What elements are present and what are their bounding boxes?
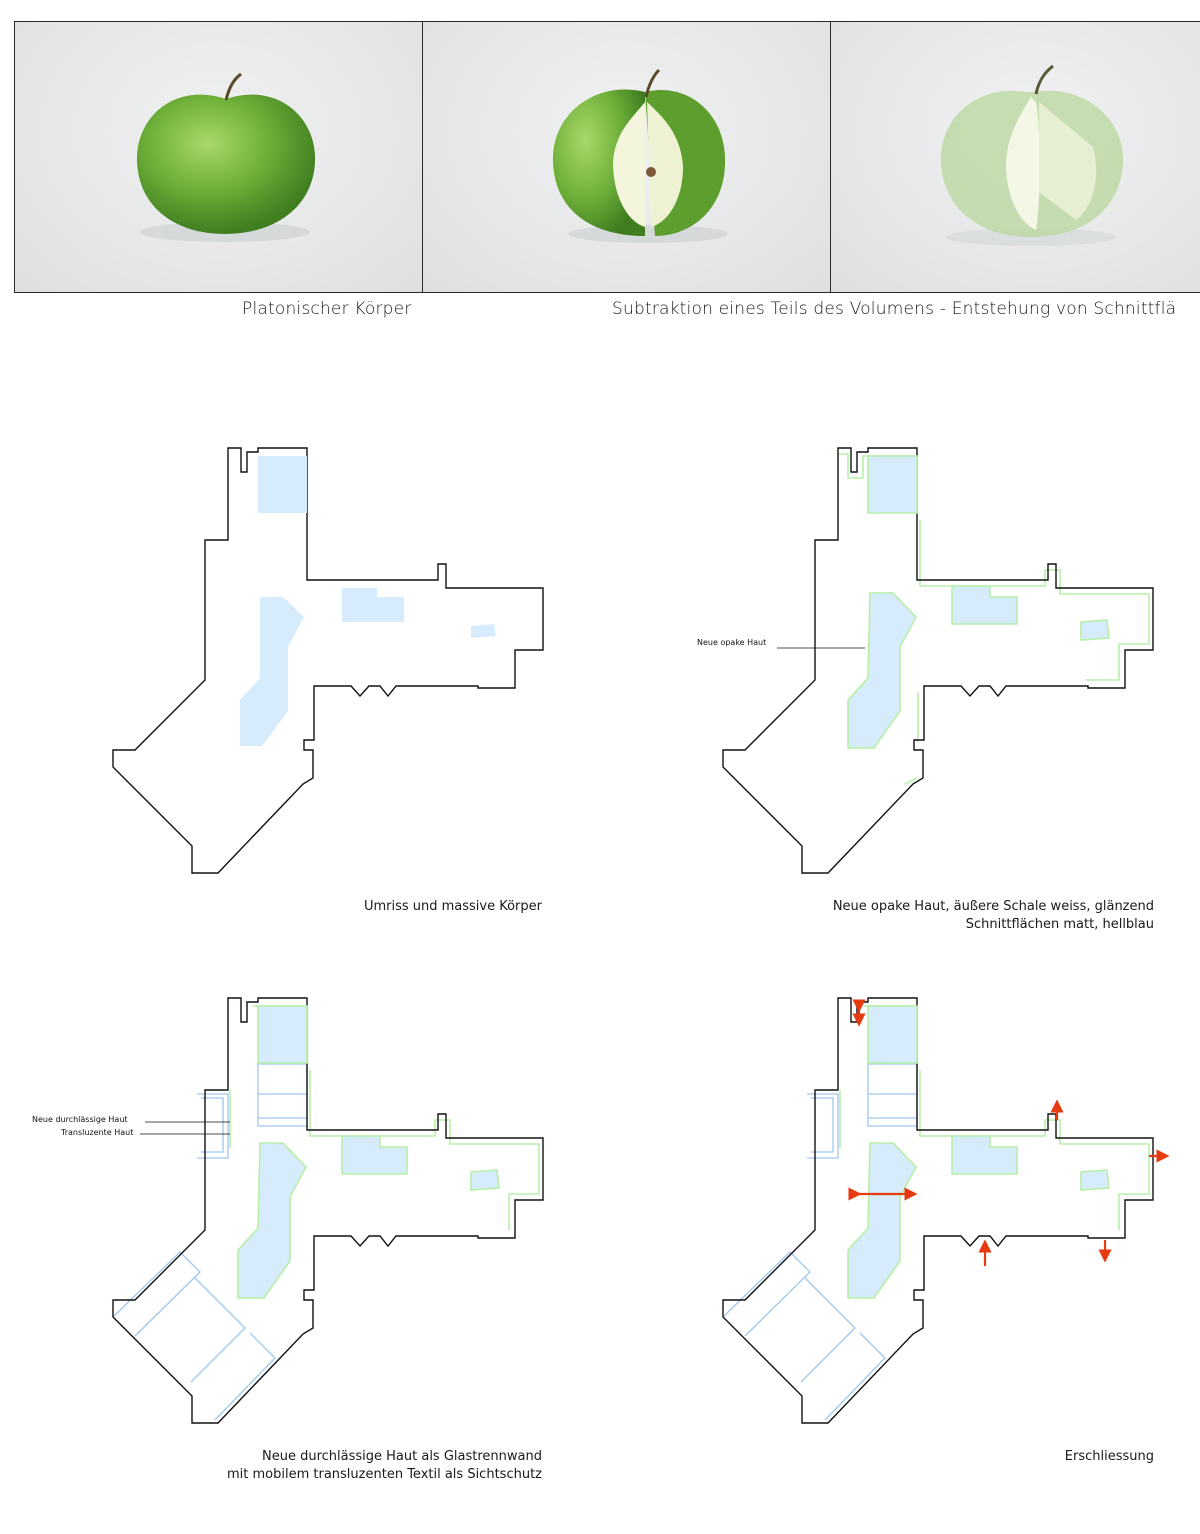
glass-partition-north	[868, 1064, 917, 1126]
floor-plan-outline	[95, 430, 555, 890]
solid-north	[868, 456, 917, 513]
solid-east	[952, 1136, 1017, 1174]
solid-north	[868, 1006, 917, 1063]
solid-small	[1081, 1170, 1109, 1190]
solid-diagonal	[848, 1143, 916, 1298]
solid-east	[342, 588, 404, 622]
solid-north	[258, 1006, 307, 1063]
plan3-caption: Neue durchlässige Haut als Glastrennwand mit mobilem transluzenten Textil als Sichtschutz	[227, 1449, 542, 1482]
building-outline	[113, 998, 543, 1423]
photo-transparent-apple	[831, 22, 1200, 292]
floor-plan-opaque-skin	[705, 430, 1165, 890]
glass-partition-west	[807, 1094, 838, 1158]
photo-whole-apple	[15, 22, 423, 292]
plan2-caption: Neue opake Haut, äußere Schale weiss, glänzend Schnittflächen matt, hellblau	[832, 899, 1154, 932]
solid-small	[471, 624, 496, 638]
floor-plan-circulation	[705, 980, 1165, 1440]
glass-partition-north	[258, 1064, 307, 1126]
plan1-caption: Umriss und massive Körper	[363, 899, 542, 914]
apple-photo-strip	[14, 21, 1200, 293]
solid-diagonal	[240, 597, 304, 746]
solid-small	[471, 1170, 499, 1190]
plan4-caption: Erschliessung	[1064, 1449, 1154, 1464]
building-outline	[113, 448, 543, 873]
leader-permeable-skin: Neue durchlässige Haut	[32, 1115, 128, 1124]
solid-east	[952, 586, 1017, 624]
leader-translucent-skin: Transluzente Haut	[61, 1128, 134, 1137]
solid-north	[258, 456, 307, 513]
building-outline	[723, 998, 1153, 1423]
solid-east	[342, 1136, 407, 1174]
photo-cut-apple	[423, 22, 831, 292]
glass-partition-west	[197, 1094, 228, 1158]
building-outline	[723, 448, 1153, 873]
solid-small	[1081, 620, 1109, 640]
floor-plan-glass-wall	[95, 980, 555, 1440]
caption-subtraction: Subtraktion eines Teils des Volumens - Entstehung von Schnittflä	[612, 299, 1177, 319]
solid-diagonal	[848, 593, 916, 748]
caption-platonic-body: Platonischer Körper	[242, 299, 412, 319]
solid-diagonal	[238, 1143, 306, 1298]
leader-opaque-skin: Neue opake Haut	[697, 638, 767, 647]
